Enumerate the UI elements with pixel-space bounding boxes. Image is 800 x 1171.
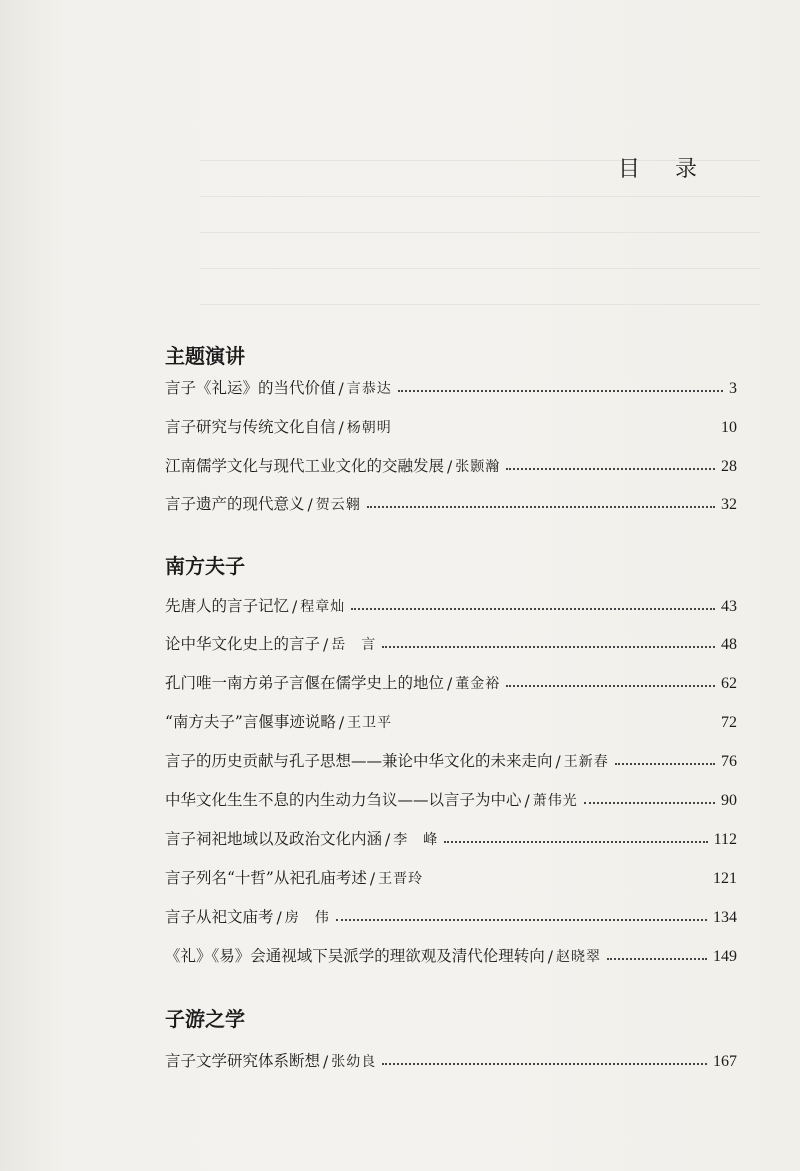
entry-author: 张幼良 (331, 1054, 377, 1070)
entry-page: 62 (721, 675, 737, 692)
entry-title: 《礼》《易》会通视域下吴派学的理欲观及清代伦理转向 (165, 947, 545, 965)
entry-author: 董金裕 (455, 676, 501, 692)
toc-entry[interactable] (165, 411, 737, 437)
entry-page: 167 (713, 1053, 737, 1070)
leader-dots (615, 763, 715, 765)
separator: / (338, 714, 345, 732)
separator: / (323, 636, 329, 654)
separator: / (369, 870, 376, 888)
toc-entry[interactable] (165, 862, 737, 888)
entry-title: 江南儒学文化与现代工业文化的交融发展 (165, 457, 445, 475)
separator: / (447, 458, 453, 476)
entry-title: 言子的历史贡献与孔子思想——兼论中华文化的未来走向 (165, 752, 553, 770)
entry-title: 中华文化生生不息的内生动力刍议——以言子为中心 (165, 791, 522, 809)
entry-author: 杨朝明 (346, 420, 392, 436)
toc-entry[interactable] (165, 784, 737, 810)
separator: / (447, 675, 453, 693)
leader-dots (336, 919, 707, 921)
leader-dots (584, 802, 715, 804)
entry-page: 149 (713, 948, 737, 965)
leader-dots (506, 685, 715, 687)
entry-title: “南方夫子”言偃事迹说略 (165, 713, 336, 731)
entry-title: 言子文学研究体系断想 (165, 1052, 321, 1070)
separator: / (385, 831, 391, 849)
entry-page: 3 (729, 380, 737, 397)
entry-title: 言子祠祀地域以及政治文化内涵 (165, 830, 383, 848)
entry-author: 王卫平 (347, 715, 393, 731)
section-heading: 子游之学 (165, 1007, 245, 1031)
entry-author: 房 伟 (284, 910, 330, 926)
separator: / (338, 419, 344, 437)
entry-title: 言子研究与传统文化自信 (165, 418, 336, 436)
leader-dots (398, 390, 723, 392)
section-heading: 主题演讲 (165, 344, 245, 368)
toc-entry[interactable] (165, 940, 737, 966)
entry-page: 48 (721, 636, 737, 653)
toc-entry[interactable] (165, 901, 737, 927)
entry-page: 10 (721, 419, 737, 436)
leader-dots (398, 429, 715, 431)
entry-author: 赵晓翠 (556, 949, 601, 965)
entry-title: 先唐人的言子记忆 (165, 597, 290, 615)
separator: / (547, 948, 553, 966)
entry-author: 贺云翱 (315, 497, 361, 513)
leader-dots (382, 1063, 707, 1065)
entry-author: 岳 言 (331, 637, 377, 653)
entry-page: 76 (721, 753, 737, 770)
entry-title: 言子列名“十哲”从祀孔庙考述 (165, 869, 367, 887)
section-heading: 南方夫子 (165, 554, 245, 578)
bleed-through-line (200, 304, 760, 305)
toc-entry[interactable] (165, 590, 737, 616)
entry-page: 90 (721, 792, 737, 809)
entry-author: 王新春 (563, 754, 609, 770)
entry-title: 言子遗产的现代意义 (165, 495, 305, 513)
leader-dots (367, 506, 715, 508)
bleed-through-line (200, 196, 760, 197)
entry-title: 言子从祀文庙考 (165, 908, 274, 926)
toc-entry[interactable] (165, 706, 737, 732)
entry-page: 43 (721, 598, 737, 615)
leader-dots (382, 646, 715, 648)
toc-entry[interactable] (165, 1045, 737, 1071)
bleed-through-line (200, 268, 760, 269)
toc-entry[interactable] (165, 488, 737, 514)
separator: / (338, 380, 344, 398)
separator: / (276, 909, 282, 927)
bleed-through-line (200, 232, 760, 233)
entry-author: 李 峰 (393, 832, 439, 848)
entry-author: 言恭达 (346, 381, 392, 397)
entry-title: 言子《礼运》的当代价值 (165, 379, 336, 397)
entry-page: 121 (713, 870, 737, 887)
toc-entry[interactable] (165, 823, 737, 849)
leader-dots (429, 880, 707, 882)
leader-dots (607, 958, 707, 960)
toc-entry[interactable] (165, 450, 737, 476)
entry-author: 王晋玲 (378, 871, 424, 887)
separator: / (555, 753, 561, 771)
entry-page: 28 (721, 458, 737, 475)
entry-author: 程章灿 (300, 599, 346, 615)
separator: / (292, 598, 298, 616)
entry-page: 134 (713, 909, 737, 926)
leader-dots (351, 608, 715, 610)
leader-dots (398, 724, 715, 726)
separator: / (323, 1053, 329, 1071)
leader-dots (444, 841, 707, 843)
entry-title: 论中华文化史上的言子 (165, 635, 321, 653)
toc-entry[interactable] (165, 628, 737, 654)
separator: / (307, 496, 313, 514)
entry-author: 张颢瀚 (455, 459, 501, 475)
page-title: 目 录 (618, 157, 711, 182)
toc-entry[interactable] (165, 745, 737, 771)
entry-page: 32 (721, 496, 737, 513)
entry-title: 孔门唯一南方弟子言偃在儒学史上的地位 (165, 674, 445, 692)
toc-entry[interactable] (165, 372, 737, 398)
entry-page: 72 (721, 714, 737, 731)
separator: / (524, 792, 530, 810)
toc-entry[interactable] (165, 667, 737, 693)
entry-page: 112 (713, 831, 737, 848)
leader-dots (506, 468, 715, 470)
entry-author: 萧伟光 (532, 793, 578, 809)
